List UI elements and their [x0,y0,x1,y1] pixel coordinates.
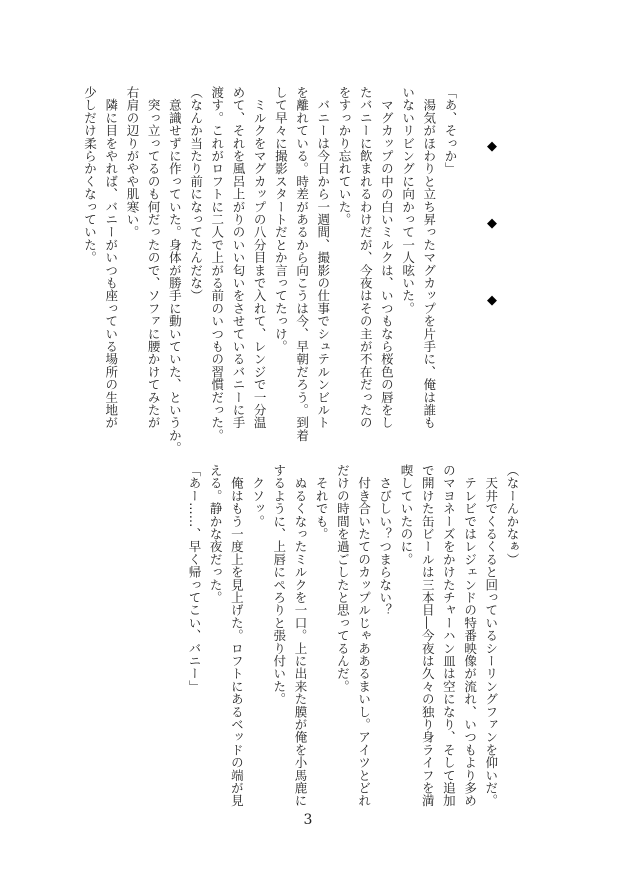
text-line: 「あー……、早く帰ってこい、バニー」 [186,464,202,693]
text-line: 喫していたのに。 [398,464,414,566]
diamond-icon: ◆ [487,293,497,308]
text-line: 右肩の辺りがやや肌寒い。 [124,86,140,239]
text-line: いないリビングに向かって一人呟いた。 [400,86,416,315]
text-line: （なーんかなぁ） [505,464,520,566]
text-line: をすっかり忘れていた。 [336,86,352,226]
text-line: のマヨネーズをかけたチャーハン皿は空になり、そして追加 [441,464,457,807]
text-line: で開けた缶ビールは三本目―今夜は久々の独り身ライフを満 [420,464,436,807]
text-line: 付き合いたてのカップルじゃああるまいし。アイツとどれ [356,464,372,807]
text-line: 「あ、そっか」 [443,86,458,175]
text-line: ぬるくなったミルクを一口。上に出来た膜が俺を小馬鹿に [292,464,308,807]
text-line: クソッ。 [250,464,266,528]
text-line: 湯気がほわりと立ち昇ったマグカップを片手に、俺は誰も [421,86,437,429]
text-line: （なんか当たり前になってたんだな） [188,86,204,302]
page-number: 3 [303,812,313,828]
text-line: それでも。 [314,464,330,541]
text-line: 突っ立ってるのも何だったので、ソファに腰かけてみたが [146,86,162,429]
text-line: 意識せずに作っていた。身体が勝手に動いていた、というか。 [167,86,183,455]
text-line: 渡す。これがロフトに二人で上がる前のいつもの習慣だった。 [209,86,225,442]
text-line: して早々に撮影スタートだとか言ってたっけ。 [273,86,289,353]
text-line: ミルクをマグカップの八分目まで入れて、レンジで一分温 [252,86,268,429]
text-line: 少しだけ柔らかくなっていた。 [82,86,98,264]
text-line: テレビではレジェンドの特番映像が流れ、いつもより多め [462,464,478,807]
text-line: バニーは今日から一週間、撮影の仕事でシュテルンビルト [315,86,331,429]
text-line: える。静かな夜だった。 [208,464,224,604]
text-line: するように、上唇にぺろりと張り付いた。 [271,464,287,706]
text-line: だけの時間を過ごしたと思ってるんだ。 [335,464,351,693]
text-line: 天井でくるくると回っているシーリングファンを仰いだ。 [483,464,499,807]
text-line: たバニーに飲まれるわけだが、今夜はその主が不在だったの [358,86,374,429]
text-line: マグカップの中の白いミルクは、いつもなら桜色の唇をし [379,86,395,429]
text-line: めて、それを風呂上がりのいい匂いをさせているバニーに手 [230,86,246,429]
lower-text-block [183,464,523,814]
text-line: 隣に目をやれば、バニーがいつも座っている場所の生地が [103,86,119,429]
text-line: さびしい？つまらない？ [377,464,393,617]
text-line: を離れている。時差があるから向こうは今、早朝だろう。到着 [294,86,310,442]
text-line: 俺はもう一度上を見上げた。ロフトにあるベッドの端が見 [229,464,245,807]
upper-text-block [79,86,461,455]
diamond-icon: ◆ [487,139,497,154]
diamond-icon: ◆ [487,216,497,231]
